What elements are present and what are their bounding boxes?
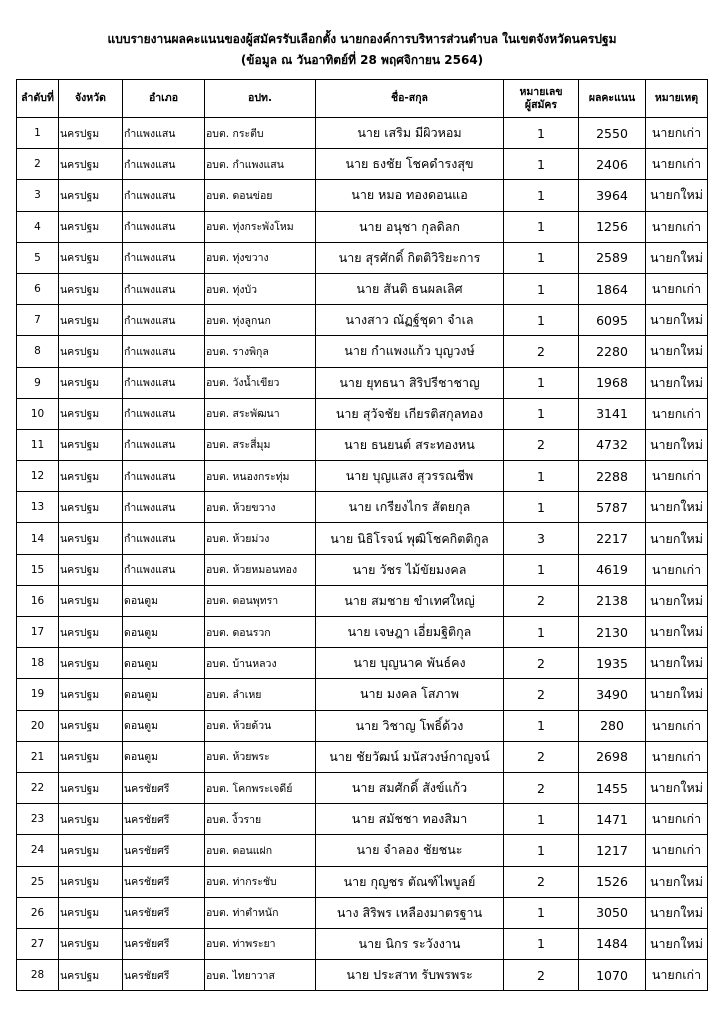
row-score: 2217 [579, 523, 646, 554]
row-score: 2280 [579, 336, 646, 367]
row-remark: นายกใหม่ [646, 429, 708, 460]
row-sao: อบต. รางพิกุล [205, 336, 316, 367]
row-candidate-name: นาย สุวัจชัย เกียรติสกุลทอง [316, 398, 504, 429]
row-candidate-number: 1 [504, 367, 579, 398]
row-score: 2589 [579, 242, 646, 273]
row-candidate-name: นาย ธนยนต์ สระทองหน [316, 429, 504, 460]
row-score: 2406 [579, 149, 646, 180]
row-sao: อบต. หนองกระทุ่ม [205, 461, 316, 492]
row-candidate-name: นาย สุรศักดิ์ กิตติวิริยะการ [316, 242, 504, 273]
row-district: กำแพงแสน [123, 180, 205, 211]
row-province: นครปฐม [59, 710, 123, 741]
table-row [17, 492, 708, 523]
row-candidate-number: 1 [504, 835, 579, 866]
row-index: 12 [17, 461, 59, 492]
row-district: ดอนตูม [123, 648, 205, 679]
row-province: นครปฐม [59, 492, 123, 523]
row-score: 2698 [579, 741, 646, 772]
row-district: นครชัยศรี [123, 866, 205, 897]
row-remark: นายกใหม่ [646, 897, 708, 928]
table-row [17, 242, 708, 273]
row-province: นครปฐม [59, 180, 123, 211]
row-score: 1968 [579, 367, 646, 398]
row-district: นครชัยศรี [123, 835, 205, 866]
row-candidate-number: 1 [504, 928, 579, 959]
row-index: 14 [17, 523, 59, 554]
table-row [17, 554, 708, 585]
header-remark: หมายเหตุ [646, 80, 708, 118]
row-province: นครปฐม [59, 804, 123, 835]
row-candidate-number: 1 [504, 617, 579, 648]
row-score: 3050 [579, 897, 646, 928]
row-candidate-number: 1 [504, 398, 579, 429]
row-sao: อบต. ท่าตำหนัก [205, 897, 316, 928]
table-row [17, 617, 708, 648]
row-remark: นายกใหม่ [646, 679, 708, 710]
row-candidate-name: นาย กุญชร ตัณฑ์ไพบูลย์ [316, 866, 504, 897]
row-remark: นายกเก่า [646, 149, 708, 180]
row-candidate-name: นาย ชัยวัฒน์ มนัสวงษ์กาญจน์ [316, 741, 504, 772]
row-index: 17 [17, 617, 59, 648]
row-candidate-number: 1 [504, 554, 579, 585]
row-candidate-name: นาง สิริพร เหลืองมาตรฐาน [316, 897, 504, 928]
row-district: กำแพงแสน [123, 305, 205, 336]
row-score: 1935 [579, 648, 646, 679]
row-score: 2130 [579, 617, 646, 648]
row-score: 1526 [579, 866, 646, 897]
row-district: ดอนตูม [123, 741, 205, 772]
row-province: นครปฐม [59, 679, 123, 710]
row-candidate-name: นาย เกรียงไกร สัตยกุล [316, 492, 504, 523]
table-row [17, 305, 708, 336]
row-district: นครชัยศรี [123, 960, 205, 991]
row-candidate-name: นาย นิธิโรจน์ พุฒิโชคกิตติกูล [316, 523, 504, 554]
row-candidate-number: 1 [504, 211, 579, 242]
row-sao: อบต. ไทยาวาส [205, 960, 316, 991]
row-district: ดอนตูม [123, 585, 205, 616]
row-remark: นายกเก่า [646, 835, 708, 866]
row-province: นครปฐม [59, 367, 123, 398]
row-remark: นายกเก่า [646, 398, 708, 429]
row-province: นครปฐม [59, 211, 123, 242]
row-candidate-name: นาย ธงชัย โชคดำรงสุข [316, 149, 504, 180]
table-row [17, 336, 708, 367]
row-sao: อบต. ดอนรวก [205, 617, 316, 648]
row-score: 6095 [579, 305, 646, 336]
row-score: 4732 [579, 429, 646, 460]
header-number-line1: หมายเลข [519, 85, 563, 98]
table-row [17, 585, 708, 616]
row-province: นครปฐม [59, 741, 123, 772]
row-candidate-number: 1 [504, 118, 579, 149]
row-candidate-number: 1 [504, 804, 579, 835]
row-sao: อบต. ห้วยพระ [205, 741, 316, 772]
row-remark: นายกเก่า [646, 118, 708, 149]
row-remark: นายกเก่า [646, 461, 708, 492]
row-candidate-name: นาย เจษฎา เอี่ยมฐิติกุล [316, 617, 504, 648]
row-index: 15 [17, 554, 59, 585]
row-index: 24 [17, 835, 59, 866]
row-candidate-number: 1 [504, 897, 579, 928]
row-index: 9 [17, 367, 59, 398]
table-header-row [17, 80, 708, 118]
row-province: นครปฐม [59, 398, 123, 429]
row-score: 1471 [579, 804, 646, 835]
row-province: นครปฐม [59, 648, 123, 679]
table-row [17, 710, 708, 741]
row-remark: นายกใหม่ [646, 242, 708, 273]
row-index: 11 [17, 429, 59, 460]
row-sao: อบต. ห้วยด้วน [205, 710, 316, 741]
row-index: 8 [17, 336, 59, 367]
header-candidate-number [504, 80, 579, 118]
row-score: 3490 [579, 679, 646, 710]
row-candidate-number: 2 [504, 429, 579, 460]
row-province: นครปฐม [59, 897, 123, 928]
row-sao: อบต. ดอนแฝก [205, 835, 316, 866]
row-district: ดอนตูม [123, 679, 205, 710]
row-district: กำแพงแสน [123, 149, 205, 180]
row-sao: อบต. วังน้ำเขียว [205, 367, 316, 398]
row-remark: นายกใหม่ [646, 585, 708, 616]
row-candidate-name: นาย ประสาท รับพรพระ [316, 960, 504, 991]
row-candidate-name: นาย บุญนาค พันธ์คง [316, 648, 504, 679]
row-candidate-name: นาย มงคล โสภาพ [316, 679, 504, 710]
row-candidate-number: 2 [504, 336, 579, 367]
row-candidate-name: นาย สมศักดิ์ สังข์แก้ว [316, 772, 504, 803]
row-candidate-number: 1 [504, 273, 579, 304]
row-candidate-number: 2 [504, 585, 579, 616]
row-candidate-number: 1 [504, 180, 579, 211]
row-score: 2288 [579, 461, 646, 492]
row-score: 3141 [579, 398, 646, 429]
row-index: 20 [17, 710, 59, 741]
row-province: นครปฐม [59, 585, 123, 616]
row-sao: อบต. สระสี่มุม [205, 429, 316, 460]
row-district: นครชัยศรี [123, 804, 205, 835]
row-index: 5 [17, 242, 59, 273]
row-candidate-name: นาย จำลอง ชัยชนะ [316, 835, 504, 866]
row-remark: นายกใหม่ [646, 336, 708, 367]
row-candidate-number: 1 [504, 305, 579, 336]
row-index: 23 [17, 804, 59, 835]
row-candidate-number: 2 [504, 866, 579, 897]
row-remark: นายกใหม่ [646, 928, 708, 959]
document-subtitle: (ข้อมูล ณ วันอาทิตย์ที่ 28 พฤศจิกายน 2564) [240, 53, 484, 67]
row-province: นครปฐม [59, 928, 123, 959]
row-index: 16 [17, 585, 59, 616]
table-row [17, 866, 708, 897]
row-district: กำแพงแสน [123, 461, 205, 492]
row-score: 280 [579, 710, 646, 741]
header-score: ผลคะแนน [579, 80, 646, 118]
results-table [16, 79, 708, 991]
header-number-line2: ผู้สมัคร [524, 98, 558, 111]
row-score: 1256 [579, 211, 646, 242]
row-province: นครปฐม [59, 336, 123, 367]
row-province: นครปฐม [59, 772, 123, 803]
row-province: นครปฐม [59, 866, 123, 897]
table-row [17, 772, 708, 803]
row-district: กำแพงแสน [123, 367, 205, 398]
row-sao: อบต. กำแพงแสน [205, 149, 316, 180]
row-score: 2138 [579, 585, 646, 616]
row-province: นครปฐม [59, 429, 123, 460]
row-candidate-name: นาย สมัชชา ทองสิมา [316, 804, 504, 835]
row-score: 4619 [579, 554, 646, 585]
table-row [17, 648, 708, 679]
row-candidate-number: 1 [504, 461, 579, 492]
row-candidate-number: 1 [504, 710, 579, 741]
row-sao: อบต. ทุ่งขวาง [205, 242, 316, 273]
header-province: จังหวัด [59, 80, 123, 118]
row-district: ดอนตูม [123, 710, 205, 741]
row-province: นครปฐม [59, 461, 123, 492]
row-index: 28 [17, 960, 59, 991]
document-title: แบบรายงานผลคะแนนของผู้สมัครรับเลือกตั้ง นายกองค์การบริหารส่วนตำบล ในเขตจังหวัดนครปฐม [107, 32, 617, 46]
table-row [17, 679, 708, 710]
row-candidate-name: นาย สันติ ธนผลเลิศ [316, 273, 504, 304]
table-row [17, 398, 708, 429]
table-row [17, 429, 708, 460]
row-province: นครปฐม [59, 523, 123, 554]
row-remark: นายกใหม่ [646, 523, 708, 554]
row-index: 13 [17, 492, 59, 523]
table-row [17, 523, 708, 554]
row-sao: อบต. ห้วยหมอนทอง [205, 554, 316, 585]
row-score: 2550 [579, 118, 646, 149]
row-remark: นายกใหม่ [646, 617, 708, 648]
row-score: 3964 [579, 180, 646, 211]
row-candidate-name: นาย วิชาญ โพธิ์ด้วง [316, 710, 504, 741]
row-province: นครปฐม [59, 835, 123, 866]
row-score: 1864 [579, 273, 646, 304]
row-candidate-name: นาย ยุทธนา สิริปรีชาชาญ [316, 367, 504, 398]
row-remark: นายกเก่า [646, 211, 708, 242]
row-candidate-name: นางสาว ณัฏฐ์ชุดา จำเล [316, 305, 504, 336]
header-idx: ลำดับที่ [17, 80, 59, 118]
row-district: กำแพงแสน [123, 492, 205, 523]
row-sao: อบต. กระตีบ [205, 118, 316, 149]
row-index: 2 [17, 149, 59, 180]
row-index: 21 [17, 741, 59, 772]
row-province: นครปฐม [59, 617, 123, 648]
row-sao: อบต. ทุ่งบัว [205, 273, 316, 304]
row-district: กำแพงแสน [123, 273, 205, 304]
row-province: นครปฐม [59, 554, 123, 585]
row-sao: อบต. ห้วยม่วง [205, 523, 316, 554]
row-sao: อบต. ดอนพุทรา [205, 585, 316, 616]
row-remark: นายกเก่า [646, 710, 708, 741]
row-score: 1070 [579, 960, 646, 991]
row-index: 7 [17, 305, 59, 336]
row-candidate-number: 2 [504, 648, 579, 679]
row-candidate-number: 2 [504, 960, 579, 991]
row-province: นครปฐม [59, 118, 123, 149]
row-index: 22 [17, 772, 59, 803]
row-sao: อบต. ทุ่งกระพังโหม [205, 211, 316, 242]
row-district: กำแพงแสน [123, 211, 205, 242]
row-index: 26 [17, 897, 59, 928]
header-name: ชื่อ-สกุล [316, 80, 504, 118]
row-index: 19 [17, 679, 59, 710]
row-remark: นายกเก่า [646, 554, 708, 585]
row-candidate-name: นาย สมชาย ขำเทศใหญ่ [316, 585, 504, 616]
row-district: นครชัยศรี [123, 772, 205, 803]
row-province: นครปฐม [59, 149, 123, 180]
row-province: นครปฐม [59, 960, 123, 991]
row-candidate-name: นาย กำแพงแก้ว บุญวงษ์ [316, 336, 504, 367]
row-remark: นายกใหม่ [646, 305, 708, 336]
row-sao: อบต. ลำเหย [205, 679, 316, 710]
table-row [17, 741, 708, 772]
row-remark: นายกใหม่ [646, 772, 708, 803]
table-row [17, 897, 708, 928]
row-remark: นายกใหม่ [646, 367, 708, 398]
row-district: กำแพงแสน [123, 429, 205, 460]
row-candidate-name: นาย เสริม มีผิวหอม [316, 118, 504, 149]
row-score: 1484 [579, 928, 646, 959]
row-sao: อบต. ท่ากระชับ [205, 866, 316, 897]
row-sao: อบต. ทุ่งลูกนก [205, 305, 316, 336]
row-remark: นายกเก่า [646, 273, 708, 304]
row-index: 27 [17, 928, 59, 959]
row-province: นครปฐม [59, 305, 123, 336]
row-sao: อบต. ห้วยขวาง [205, 492, 316, 523]
row-index: 3 [17, 180, 59, 211]
row-district: นครชัยศรี [123, 928, 205, 959]
table-row [17, 835, 708, 866]
row-candidate-name: นาย วัชร ไม้ขัยมงคล [316, 554, 504, 585]
row-district: กำแพงแสน [123, 398, 205, 429]
row-sao: อบต. สระพัฒนา [205, 398, 316, 429]
row-candidate-number: 2 [504, 679, 579, 710]
row-remark: นายกเก่า [646, 741, 708, 772]
row-remark: นายกใหม่ [646, 492, 708, 523]
table-row [17, 273, 708, 304]
row-sao: อบต. โคกพระเจดีย์ [205, 772, 316, 803]
row-candidate-number: 2 [504, 772, 579, 803]
row-remark: นายกเก่า [646, 960, 708, 991]
table-row [17, 367, 708, 398]
row-candidate-number: 2 [504, 741, 579, 772]
row-index: 10 [17, 398, 59, 429]
table-row [17, 149, 708, 180]
table-row [17, 461, 708, 492]
row-province: นครปฐม [59, 273, 123, 304]
row-score: 1455 [579, 772, 646, 803]
row-sao: อบต. ท่าพระยา [205, 928, 316, 959]
row-candidate-number: 1 [504, 492, 579, 523]
row-sao: อบต. งิ้วราย [205, 804, 316, 835]
row-candidate-name: นาย บุญแสง สุวรรณชีพ [316, 461, 504, 492]
row-score: 5787 [579, 492, 646, 523]
row-score: 1217 [579, 835, 646, 866]
row-district: กำแพงแสน [123, 523, 205, 554]
table-row [17, 804, 708, 835]
row-index: 25 [17, 866, 59, 897]
table-row [17, 960, 708, 991]
table-row [17, 118, 708, 149]
row-remark: นายกใหม่ [646, 180, 708, 211]
row-candidate-name: นาย นิกร ระวังงาน [316, 928, 504, 959]
row-remark: นายกใหม่ [646, 648, 708, 679]
row-candidate-name: นาย อนุชา กุลดิลก [316, 211, 504, 242]
row-candidate-name: นาย หมอ ทองดอนแอ [316, 180, 504, 211]
row-index: 1 [17, 118, 59, 149]
row-district: นครชัยศรี [123, 897, 205, 928]
row-district: กำแพงแสน [123, 242, 205, 273]
row-district: กำแพงแสน [123, 554, 205, 585]
row-sao: อบต. บ้านหลวง [205, 648, 316, 679]
row-district: ดอนตูม [123, 617, 205, 648]
row-remark: นายกใหม่ [646, 866, 708, 897]
row-sao: อบต. ดอนข่อย [205, 180, 316, 211]
row-province: นครปฐม [59, 242, 123, 273]
table-row [17, 180, 708, 211]
row-district: กำแพงแสน [123, 336, 205, 367]
row-candidate-number: 1 [504, 242, 579, 273]
row-index: 18 [17, 648, 59, 679]
row-index: 4 [17, 211, 59, 242]
header-district: อำเภอ [123, 80, 205, 118]
row-candidate-number: 1 [504, 149, 579, 180]
table-row [17, 928, 708, 959]
row-remark: นายกเก่า [646, 804, 708, 835]
row-index: 6 [17, 273, 59, 304]
table-row [17, 211, 708, 242]
row-district: กำแพงแสน [123, 118, 205, 149]
row-candidate-number: 3 [504, 523, 579, 554]
header-sao: อปท. [205, 80, 316, 118]
